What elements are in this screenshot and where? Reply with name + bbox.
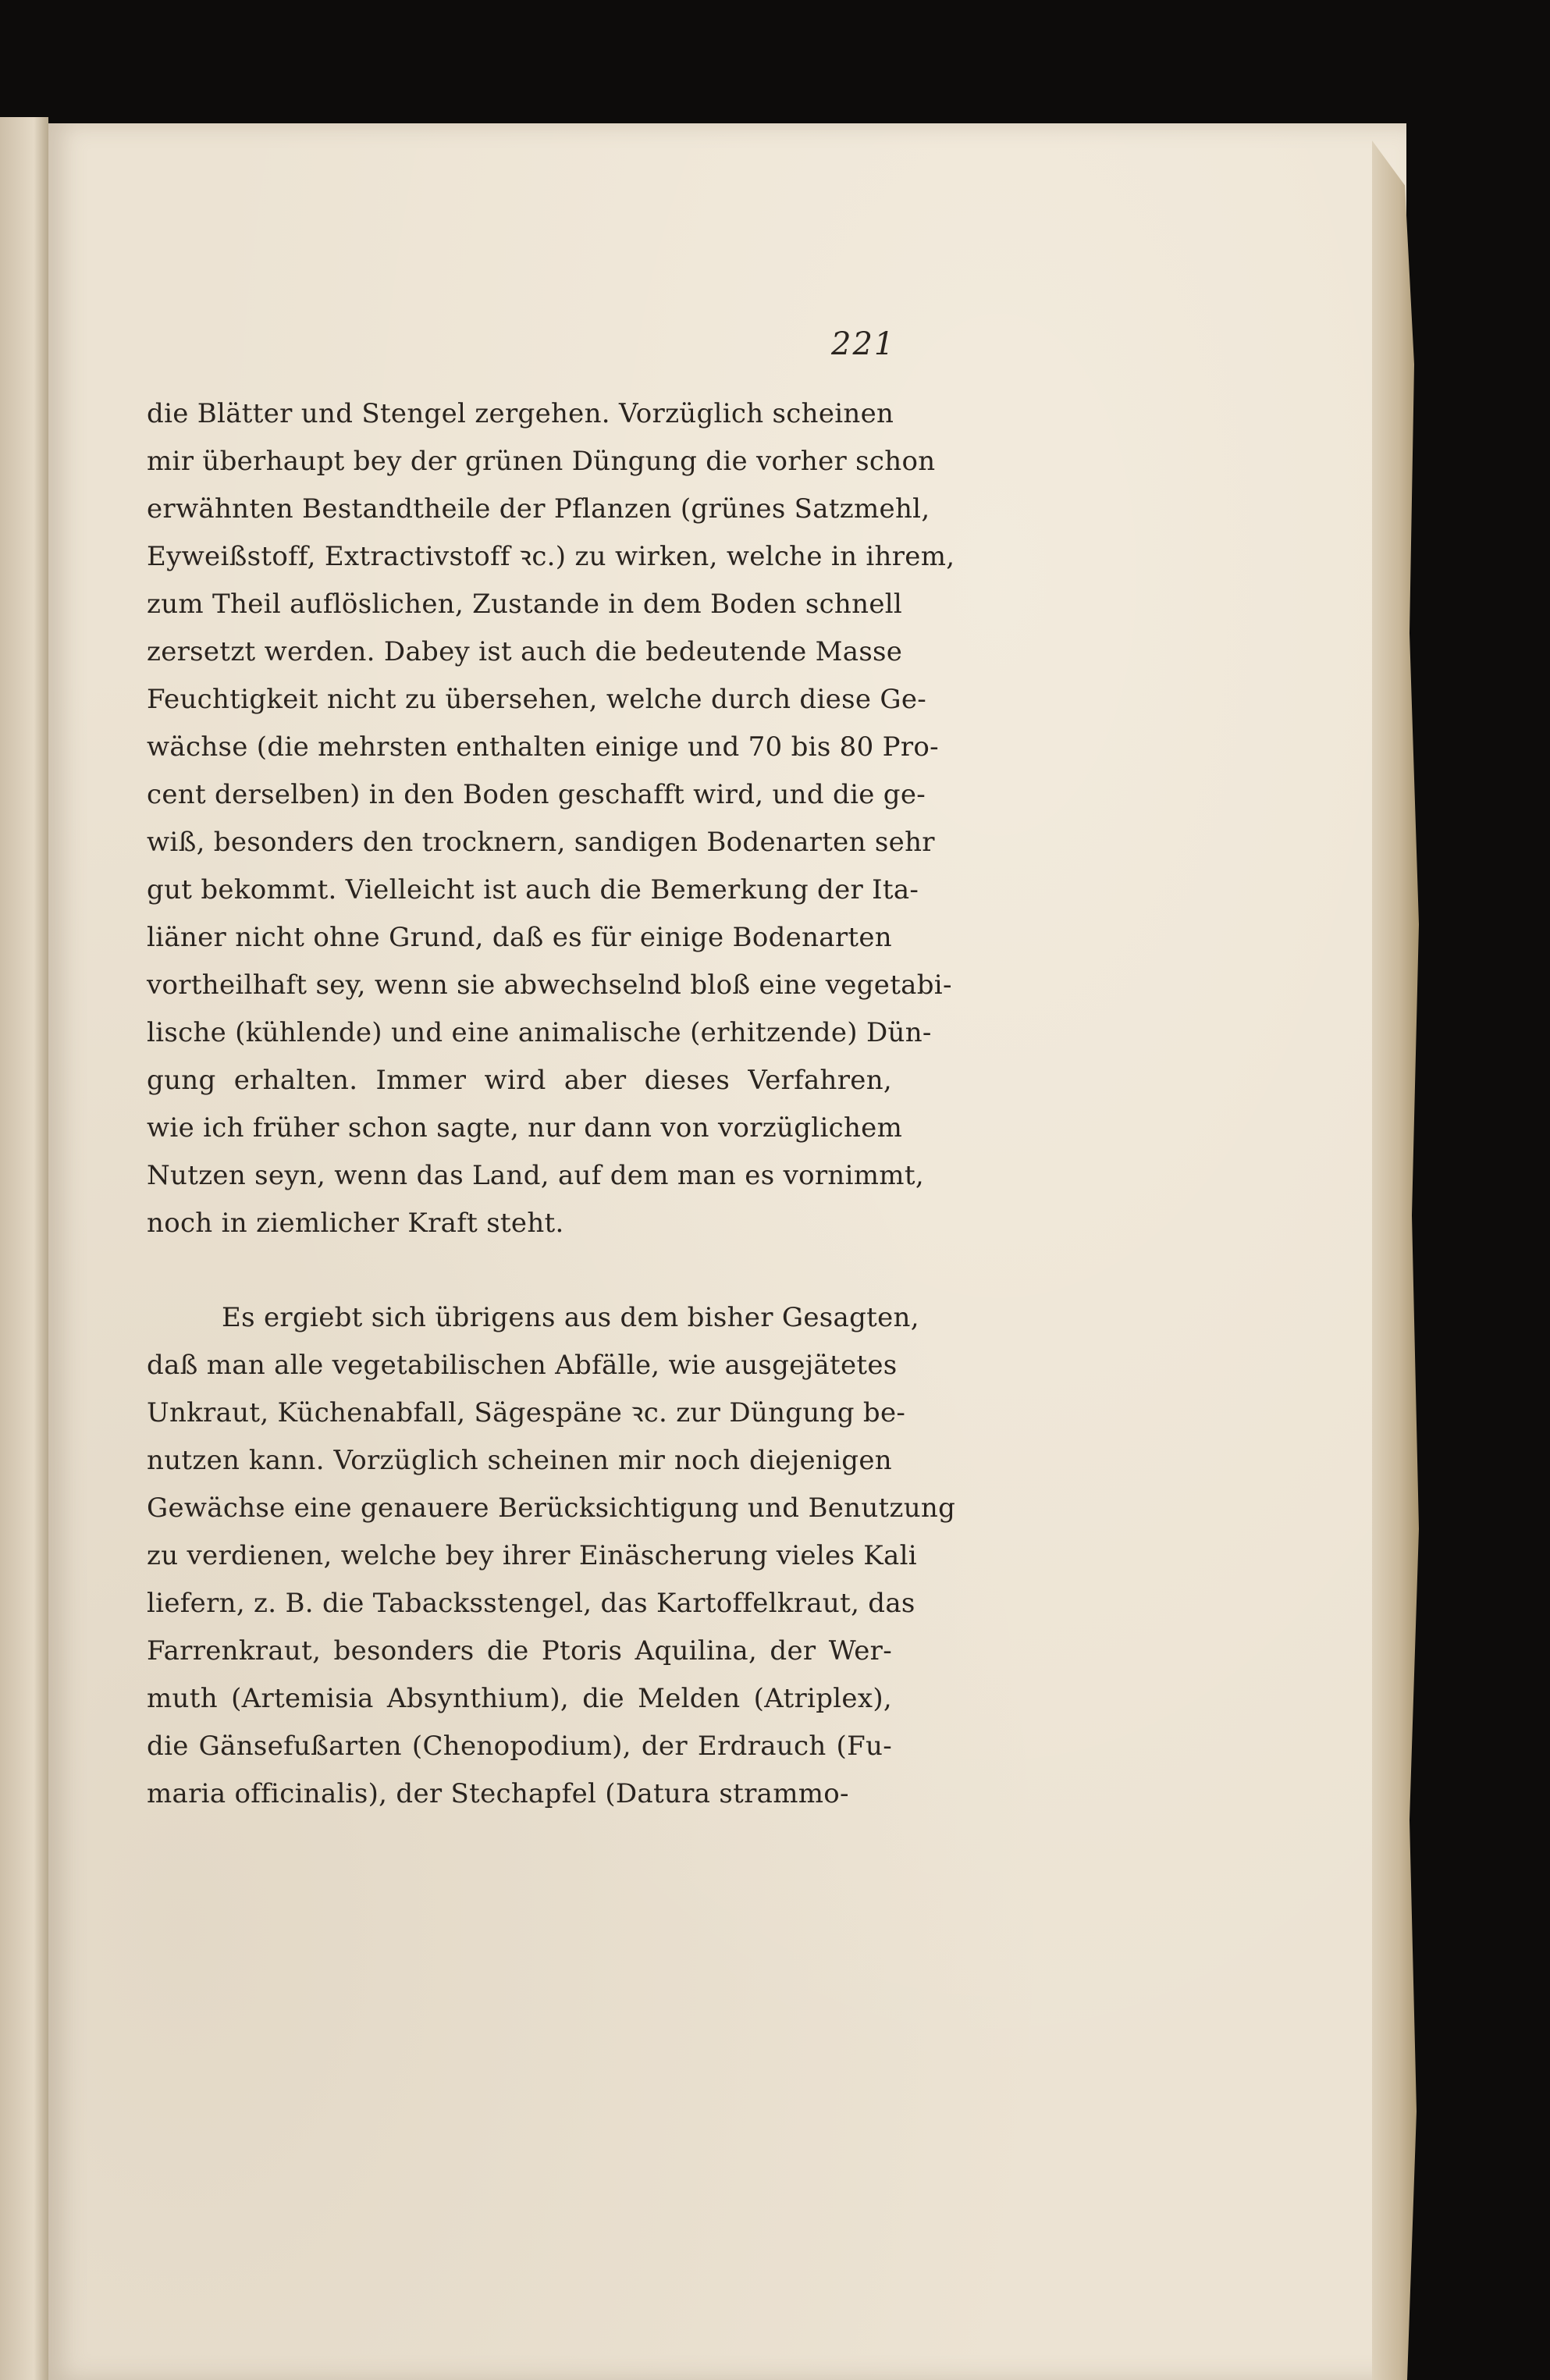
- paragraph-1: [147, 390, 955, 1247]
- text-line: daß man alle vegetabilischen Abfälle, wie ausgejätetes: [147, 1350, 898, 1381]
- text-line: wächse (die mehrsten enthalten einige und 70 bis 80 Pro-: [147, 731, 939, 763]
- text-line: zum Theil auflöslichen, Zustande in dem Boden schnell: [147, 589, 903, 620]
- text-line: gut bekommt. Vielleicht ist auch die Bemerkung der Ita-: [147, 874, 919, 905]
- body-text: [147, 390, 956, 1818]
- text-line: vortheilhaft sey, wenn sie abwechselnd bloß eine vegetabi-: [147, 969, 952, 1001]
- text-line: wie ich früher schon sagte, nur dann von vorzüglichem: [147, 1112, 903, 1144]
- text-line: Unkraut, Küchenabfall, Sägespäne ꝛc. zur Düngung be-: [147, 1397, 906, 1428]
- facing-page-edge: [0, 117, 48, 2380]
- page-number: 221: [831, 326, 896, 362]
- text-line: noch in ziemlicher Kraft steht.: [147, 1208, 564, 1239]
- text-line: zu verdienen, welche bey ihrer Einäscherung vieles Kali: [147, 1540, 917, 1571]
- text-line: wiß, besonders den trocknern, sandigen Bodenarten sehr: [147, 827, 935, 858]
- paragraph-2: [147, 1294, 956, 1818]
- paragraph-gap: [147, 1247, 892, 1294]
- text-line: liefern, z. B. die Tabacksstengel, das Kartoffelkraut, das: [147, 1588, 915, 1619]
- worn-page-edge: [1372, 141, 1419, 2380]
- text-line: gung erhalten. Immer wird aber dieses Verfahren,: [147, 1065, 892, 1096]
- text-line: die Gänsefußarten (Chenopodium), der Erdrauch (Fu-: [147, 1731, 892, 1762]
- text-line: cent derselben) in den Boden geschafft wird, und die ge-: [147, 779, 926, 810]
- text-line: Es ergiebt sich übrigens aus dem bisher Gesagten,: [222, 1302, 919, 1333]
- text-line: zersetzt werden. Dabey ist auch die bedeutende Masse: [147, 636, 903, 667]
- text-line: lische (kühlende) und eine animalische (erhitzende) Dün-: [147, 1017, 932, 1048]
- text-line: mir überhaupt bey der grünen Düngung die vorher schon: [147, 446, 936, 477]
- text-line: Feuchtigkeit nicht zu übersehen, welche durch diese Ge-: [147, 684, 927, 715]
- text-line: Farrenkraut, besonders die Ptoris Aquilina, der Wer-: [147, 1635, 892, 1667]
- text-line: nutzen kann. Vorzüglich scheinen mir noch diejenigen: [147, 1445, 892, 1476]
- text-line: maria officinalis), der Stechapfel (Datura strammo-: [147, 1778, 849, 1809]
- text-line: die Blätter und Stengel zergehen. Vorzüglich scheinen: [147, 398, 894, 429]
- text-line: erwähnten Bestandtheile der Pflanzen (grünes Satzmehl,: [147, 493, 930, 525]
- text-line: muth (Artemisia Absynthium), die Melden (Atriplex),: [147, 1683, 892, 1714]
- text-line: Nutzen seyn, wenn das Land, auf dem man es vornimmt,: [147, 1160, 924, 1191]
- text-line: liäner nicht ohne Grund, daß es für einige Bodenarten: [147, 922, 892, 953]
- text-line: Eyweißstoff, Extractivstoff ꝛc.) zu wirken, welche in ihrem,: [147, 541, 955, 572]
- text-line: Gewächse eine genauere Berücksichtigung und Benutzung: [147, 1492, 956, 1524]
